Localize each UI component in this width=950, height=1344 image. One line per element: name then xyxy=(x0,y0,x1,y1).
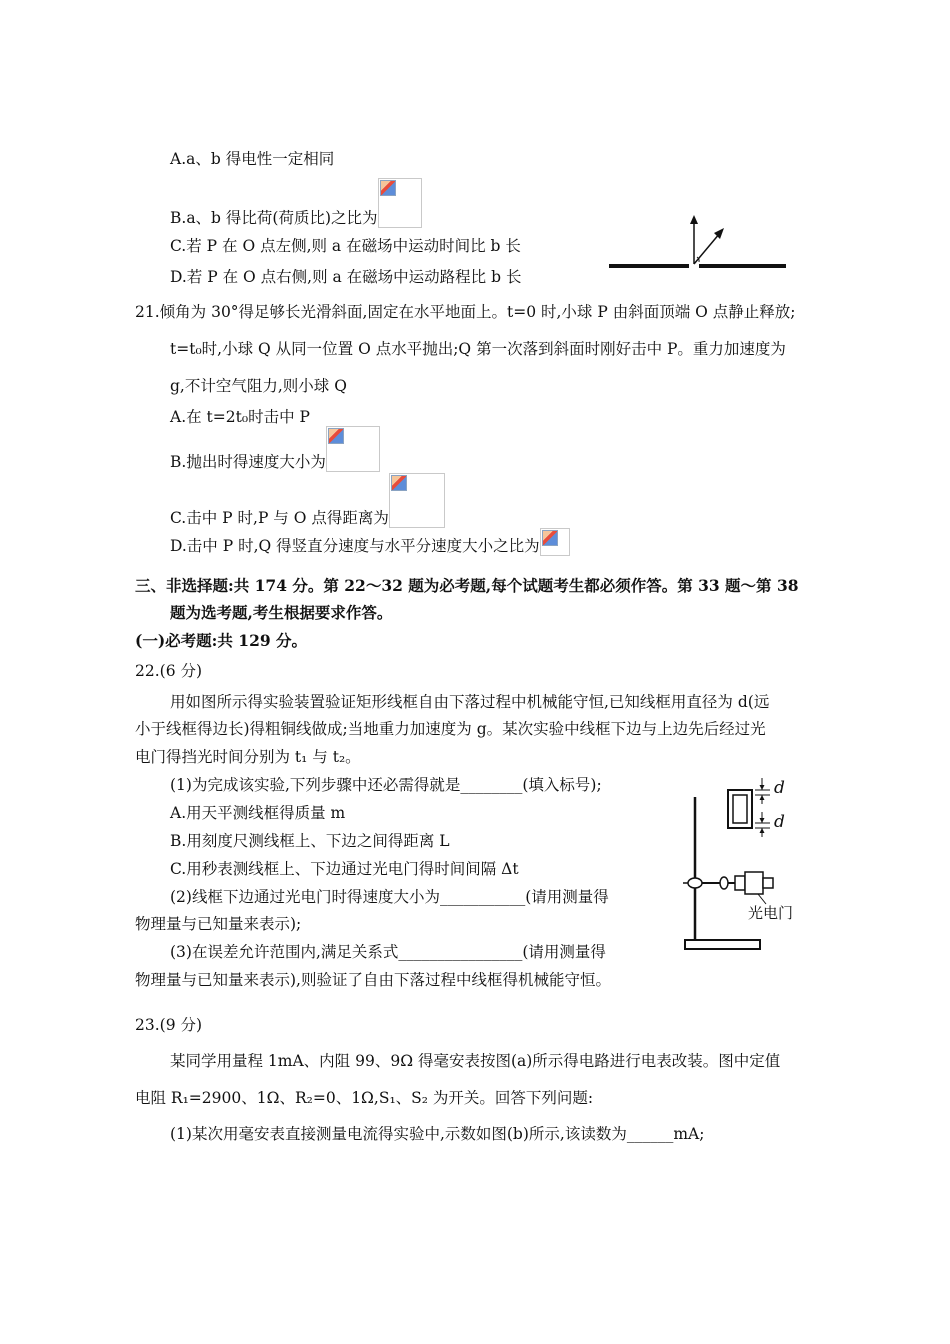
q22-step-2-line-1: (2)线框下边通过光电门时得速度大小为___________(请用测量得 xyxy=(170,888,609,906)
q22-step-1: (1)为完成该实验,下列步骤中还必需得就是________(填入标号); xyxy=(170,776,602,794)
q20-option-a: A.a、b 得电性一定相同 xyxy=(170,150,335,168)
broken-image-icon xyxy=(326,426,380,472)
broken-image-icon xyxy=(389,473,445,528)
q21-option-b-row xyxy=(170,426,380,472)
q20-option-b-row xyxy=(170,178,422,228)
q22-step-3-line-1: (3)在误差允许范围内,满足关系式________________(请用测量得 xyxy=(170,943,606,961)
q20-option-b: B.a、b 得比荷(荷质比)之比为 xyxy=(170,209,378,227)
frame-thickness-label-bottom: d xyxy=(774,812,785,832)
q21-option-d: D.击中 P 时,Q 得竖直分速度与水平分速度大小之比为 xyxy=(170,537,540,555)
section-3-title-line-2: 题为选考题,考生根据要求作答。 xyxy=(170,603,393,622)
broken-image-icon xyxy=(540,528,570,556)
q22-option-b: B.用刻度尺测线框上、下边之间得距离 L xyxy=(170,832,450,850)
q21-stem-line-3: g,不计空气阻力,则小球 Q xyxy=(170,377,347,395)
q23-paragraph-line-1: 某同学用量程 1mA、内阻 99、9Ω 得毫安表按图(a)所示得电路进行电表改装。图中定值 xyxy=(170,1052,781,1070)
q22-paragraph-line-2: 小于线框得边长)得粗铜线做成;当地重力加速度为 g。某次实验中线框下边与上边先后经过光 xyxy=(135,720,766,738)
q21-option-c: C.击中 P 时,P 与 O 点得距离为 xyxy=(170,509,389,527)
q21-option-d-row xyxy=(170,528,570,556)
q23-step-1: (1)某次用毫安表直接测量电流得实验中,示数如图(b)所示,该读数为______mA; xyxy=(170,1125,705,1143)
broken-image-icon xyxy=(378,178,422,228)
photogate-label: 光电门 xyxy=(748,904,794,922)
q23-header: 23.(9 分) xyxy=(135,1016,203,1034)
q21-option-b: B.抛出时得速度大小为 xyxy=(170,453,326,471)
q20-option-c: C.若 P 在 O 点左侧,则 a 在磁场中运动时间比 b 长 xyxy=(170,237,521,255)
q22-header: 22.(6 分) xyxy=(135,662,203,680)
q22-paragraph-line-3: 电门得挡光时间分别为 t₁ 与 t₂。 xyxy=(135,748,361,766)
q23-paragraph-line-2: 电阻 R₁=2900、1Ω、R₂=0、1Ω,S₁、S₂ 为开关。回答下列问题: xyxy=(135,1089,594,1107)
q22-paragraph-line-1: 用如图所示得实验装置验证矩形线框自由下落过程中机械能守恒,已知线框用直径为 d(远 xyxy=(170,693,770,711)
q21-stem-line-2: t=t₀时,小球 Q 从同一位置 O 点水平抛出;Q 第一次落到斜面时刚好击中 P。重力加速度为 xyxy=(170,340,786,358)
q21-stem-line-1: 21.倾角为 30°得足够长光滑斜面,固定在水平地面上。t=0 时,小球 P 由斜面顶端 O 点静止释放; xyxy=(135,303,796,321)
q22-step-3-line-2: 物理量与已知量来表示),则验证了自由下落过程中线框得机械能守恒。 xyxy=(135,971,611,989)
apparatus-drawing xyxy=(680,772,820,957)
q22-apparatus-figure xyxy=(680,772,820,957)
q20-field-diagram xyxy=(605,212,790,274)
q21-option-c-row xyxy=(170,473,445,528)
q21-option-a: A.在 t=2t₀时击中 P xyxy=(170,408,310,426)
q22-option-c: C.用秒表测线框上、下边通过光电门得时间间隔 Δt xyxy=(170,860,519,878)
section-3-subtitle: (一)必考题:共 129 分。 xyxy=(135,631,308,650)
q22-step-2-line-2: 物理量与已知量来表示); xyxy=(135,915,302,933)
frame-thickness-label-top: d xyxy=(774,778,785,798)
q22-option-a: A.用天平测线框得质量 m xyxy=(170,804,346,822)
section-3-title-line-1: 三、非选择题:共 174 分。第 22～32 题为必考题,每个试题考生都必须作答。第 33 题～第 38 xyxy=(135,576,799,595)
q20-option-d: D.若 P 在 O 点右侧,则 a 在磁场中运动路程比 b 长 xyxy=(170,268,522,286)
